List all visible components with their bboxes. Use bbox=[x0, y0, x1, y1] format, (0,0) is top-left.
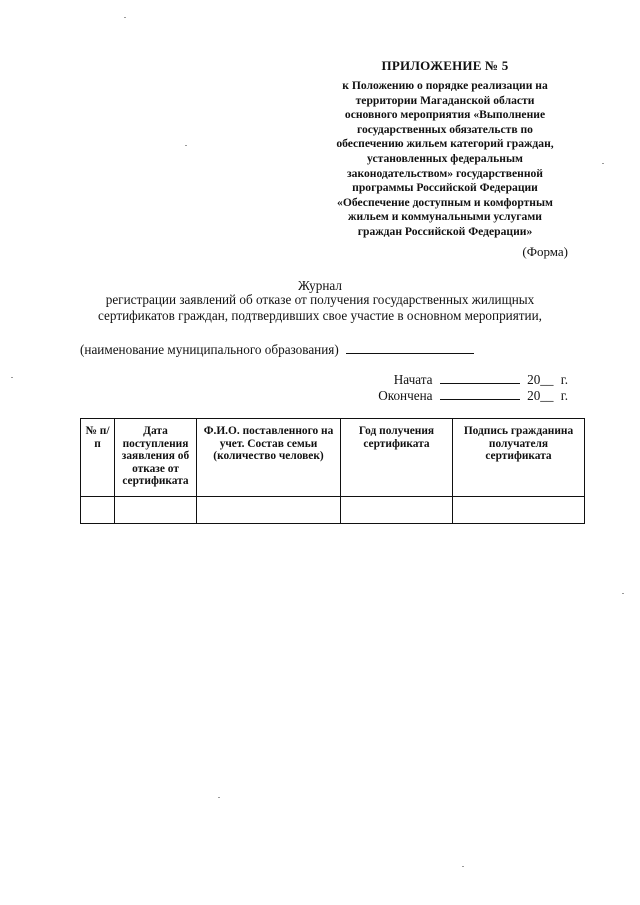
form-label: (Форма) bbox=[522, 244, 568, 259]
table-header-row bbox=[81, 419, 585, 497]
header-number: № п/п bbox=[81, 419, 115, 497]
date-start-row bbox=[394, 371, 568, 388]
header-signature: Подпись гражданина получателя сертификата bbox=[453, 419, 585, 497]
table-cell bbox=[341, 497, 453, 524]
appendix-subtitle-line: жильем и коммунальными услугами bbox=[348, 210, 542, 224]
appendix-subtitle bbox=[318, 79, 572, 240]
appendix-subtitle-line: программы Российской Федерации bbox=[352, 181, 538, 195]
table-cell bbox=[197, 497, 341, 524]
appendix-subtitle-line: государственных обязательств по bbox=[357, 122, 533, 136]
date-end-year-suffix: г. bbox=[560, 388, 568, 403]
municipality-blank bbox=[346, 341, 474, 354]
scan-speck bbox=[185, 145, 187, 146]
municipality-line bbox=[80, 341, 474, 358]
scan-speck bbox=[622, 593, 624, 594]
table-row bbox=[81, 497, 585, 524]
appendix-subtitle-line: территории Магаданской области bbox=[355, 93, 535, 107]
appendix-subtitle-line: к Положению о порядке реализации на bbox=[342, 79, 548, 92]
table-cell bbox=[453, 497, 585, 524]
appendix-subtitle-line: «Обеспечение доступным и комфортным bbox=[337, 195, 553, 209]
municipality-label: (наименование муниципального образования) bbox=[80, 342, 339, 357]
date-end-blank bbox=[440, 387, 520, 400]
scan-speck bbox=[462, 866, 464, 867]
scan-speck bbox=[602, 163, 604, 164]
date-start-blank bbox=[440, 371, 520, 384]
table-cell bbox=[81, 497, 115, 524]
header-certificate-year: Год получения сертификата bbox=[341, 419, 453, 497]
journal-table bbox=[80, 418, 585, 524]
header-application-date: Дата поступления заявления об отказе от сертификата bbox=[115, 419, 197, 497]
journal-subtitle-line: сертификатов граждан, подтвердивших свое участие в основном мероприятии, bbox=[98, 308, 542, 323]
appendix-title: ПРИЛОЖЕНИЕ № 5 bbox=[381, 58, 509, 73]
appendix-subtitle-line: обеспечению жильем категорий граждан, bbox=[336, 137, 554, 151]
journal-subtitle-line: регистрации заявлений об отказе от получения государственных жилищных bbox=[105, 292, 535, 307]
table-cell bbox=[115, 497, 197, 524]
date-start-year: 20__ bbox=[527, 372, 554, 387]
date-end-row bbox=[378, 387, 568, 404]
appendix-subtitle-line: установленных федеральным bbox=[367, 151, 523, 165]
header-full-name: Ф.И.О. поставленного на учет. Состав семьи (количество человек) bbox=[197, 419, 341, 497]
journal-subtitle bbox=[70, 292, 570, 324]
appendix-subtitle-line: граждан Российской Федерации» bbox=[357, 224, 533, 238]
scan-speck bbox=[218, 797, 220, 798]
appendix-subtitle-line: основного мероприятия «Выполнение bbox=[344, 108, 546, 122]
scan-speck bbox=[11, 377, 13, 378]
journal-title: Журнал bbox=[298, 278, 342, 293]
date-start-year-suffix: г. bbox=[560, 372, 568, 387]
appendix-subtitle-line: законодательством» государственной bbox=[347, 166, 543, 180]
date-end-year: 20__ bbox=[527, 388, 554, 403]
date-end-label: Окончена bbox=[378, 388, 433, 403]
date-start-label: Начата bbox=[393, 372, 433, 387]
scan-speck bbox=[124, 17, 126, 18]
